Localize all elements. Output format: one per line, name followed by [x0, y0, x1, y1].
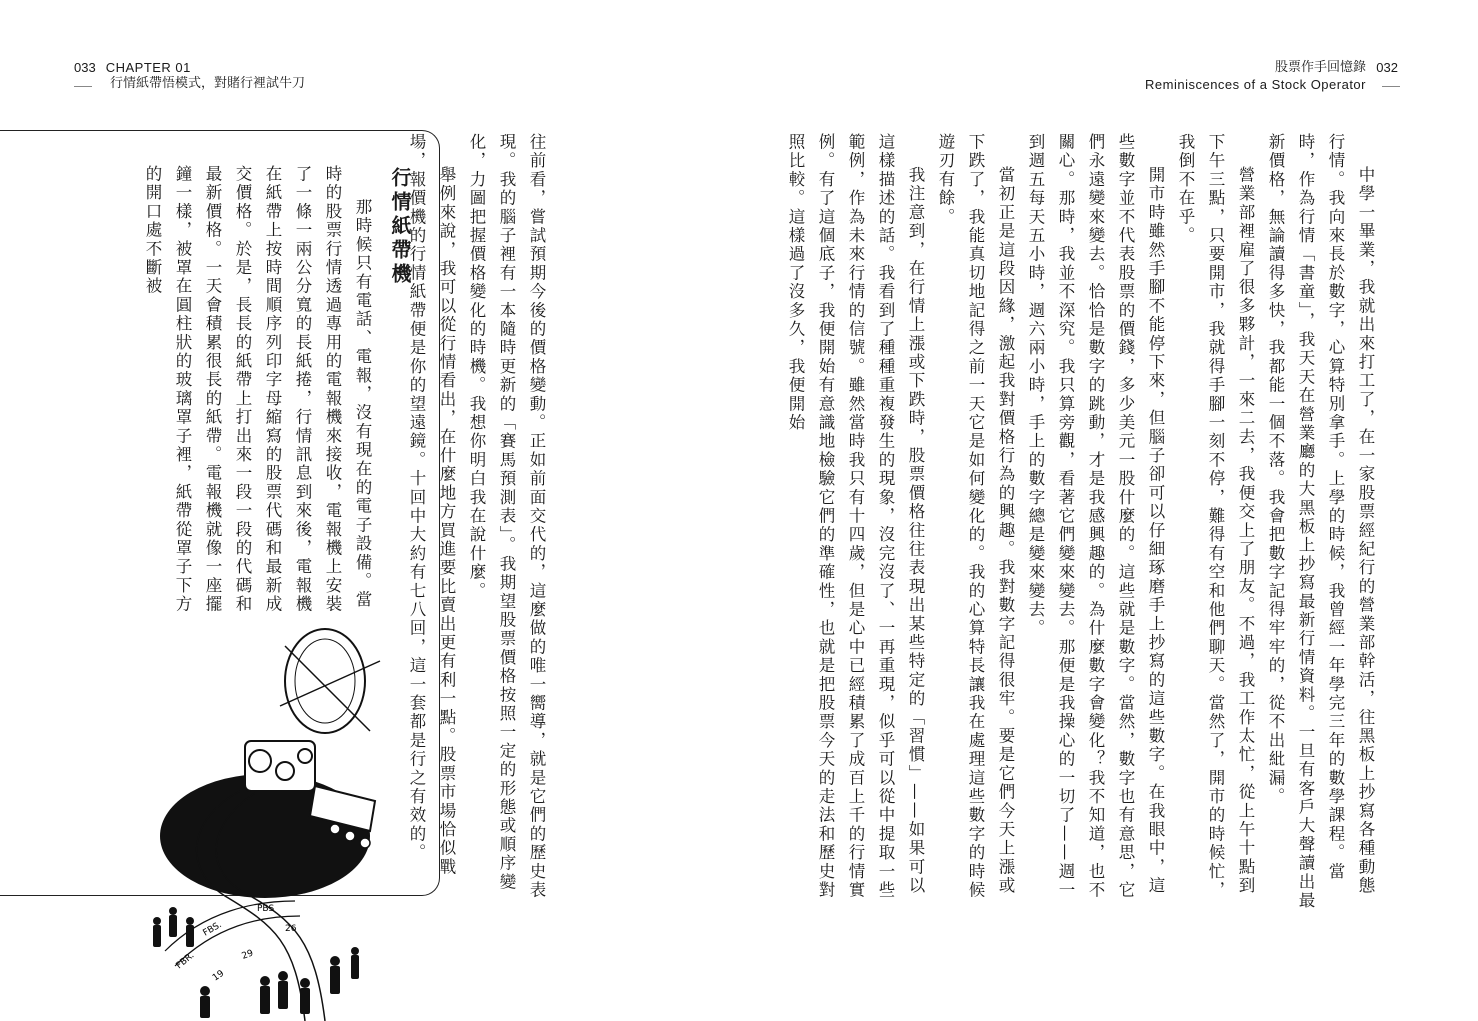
- left-header-rule: [74, 86, 92, 87]
- paragraph: 開市時雖然手腳不能停下來，但腦子卻可以仔細琢磨手上抄寫的這些數字。在我眼中，這些數字並不代表股票的價錢，多少美元一股什麼的。這些就是數字。當然，數字也有意思，它們永遠變來變去。恰恰是數字的跳動，才是我感興趣的。為什麼數字會變化？我不知道，也不關心。那時，我並不深究。我只算旁觀，看著它們變來變去。那便是我操心的一切了——週一到週五每天五小時，週六兩小時，手上的數字總是變來變去。: [1026, 133, 1165, 900]
- tape-label: PBS: [257, 904, 275, 914]
- tape-label: FBS.: [201, 920, 224, 939]
- sidebar-text: [127, 165, 377, 625]
- paragraph: 往前看，嘗試預期今後的價格變動。正如前面交代的，這麼做的唯一嚮導，就是它們的歷史表現。我的腦子裡有一本隨時更新的「賽馬預測表」。我期望股票價格按照一定的形態或順序變化，力圖把握價格變化的時機。我想你明白我在說什麼。: [467, 133, 546, 900]
- tape-label: 29: [240, 948, 255, 962]
- sidebar-title: 行情紙帶機: [388, 167, 412, 287]
- left-page-header: [74, 60, 305, 93]
- right-page-text: [786, 133, 1380, 913]
- paragraph: 我注意到，在行情上漲或下跌時，股票價格往往表現出某些特定的「習慣」——如果可以這樣描述的話。我看到了種種重複發生的現象，沒完沒了、一再重現，似乎可以從中提取一些範例，作為未來行情的信號。雖然當時我只有十四歲，但是心中已經積累了成百上千的行情實例。有了這個底子，我便開始有意識地檢驗它們的準確性，也就是把股票今天的走法和歷史對照比較。這樣過了沒多久，我便開始: [786, 133, 925, 900]
- sidebar-paragraph: 那時候只有電話、電報，沒有現在的電子設備。當時的股票行情透過專用的電報機來接收，電報機上安裝了一條一兩公分寬的長紙捲，行情訊息到來後，電報機在紙帶上按時間順序列印字母縮寫的股票代碼和最新成交價格。於是，長長的紙帶上打出來一段一段的代碼和最新價格。一天會積累很長的紙帶。電報機就像一座擺鐘一樣，被罩在圓柱狀的玻璃罩子裡，紙帶從罩子下方的開口處不斷被: [143, 165, 372, 614]
- paragraph: 當初正是這段因緣，激起我對價格行為的興趣。我對數字記得很牢。要是它們今天上漲或下跌了，我能真切地記得之前一天它是如何變化的。我的心算特長讓我在處理這些數字的時候遊刃有餘。: [936, 133, 1015, 900]
- right-page-header: [1145, 60, 1398, 93]
- sidebar-box: [0, 130, 440, 984]
- book-title-en: Reminiscences of a Stock Operator: [1145, 76, 1366, 92]
- paragraph: 中學一畢業，我就出來打工了，在一家股票經紀行的營業部幹活，往黑板上抄寫各種動態行情。我向來長於數字，心算特別拿手。上學的時候，我曾經一年學完三年的數學課程。當時，作為行情「書童」，我天天在營業廳的大黑板上抄寫最新行情資料。一旦有客戶大聲讀出最新價格，無論讀得多快，我都能一個不落。我會把數字記得牢牢的，從不出紕漏。: [1266, 133, 1375, 911]
- tape-label: 19: [210, 968, 227, 984]
- book-title-cn: 股票作手回憶錄: [1274, 60, 1366, 75]
- left-page-number: 033: [74, 60, 96, 75]
- left-page-text: [407, 133, 551, 913]
- chapter-label: CHAPTER 01: [105, 60, 191, 75]
- paragraph: 營業部裡雇了很多夥計，一來二去，我便交上了朋友。不過，我工作太忙，從上午十點到下午三點，只要開市，我就得手腳一刻不停，難得有空和他們聊天。當然了，開市的時候忙，我倒不在乎。: [1176, 133, 1255, 900]
- tape-label: 26: [285, 924, 297, 934]
- chapter-subtitle: 行情紙帶悟模式，對賭行裡試牛刀: [110, 76, 306, 92]
- tape-label: FBR.: [174, 950, 197, 972]
- ticker-machine-illustration: [145, 621, 425, 1021]
- right-header-rule: [1382, 86, 1400, 87]
- paragraph: 舉例來說，我可以從行情看出，在什麼地方買進要比賣出更有利一點。股票市場恰似戰場，報價機的行情紙帶便是你的望遠鏡。十回中大約有七八回，這一套都是行之有效的。: [407, 133, 456, 877]
- right-page-number: 032: [1376, 60, 1398, 76]
